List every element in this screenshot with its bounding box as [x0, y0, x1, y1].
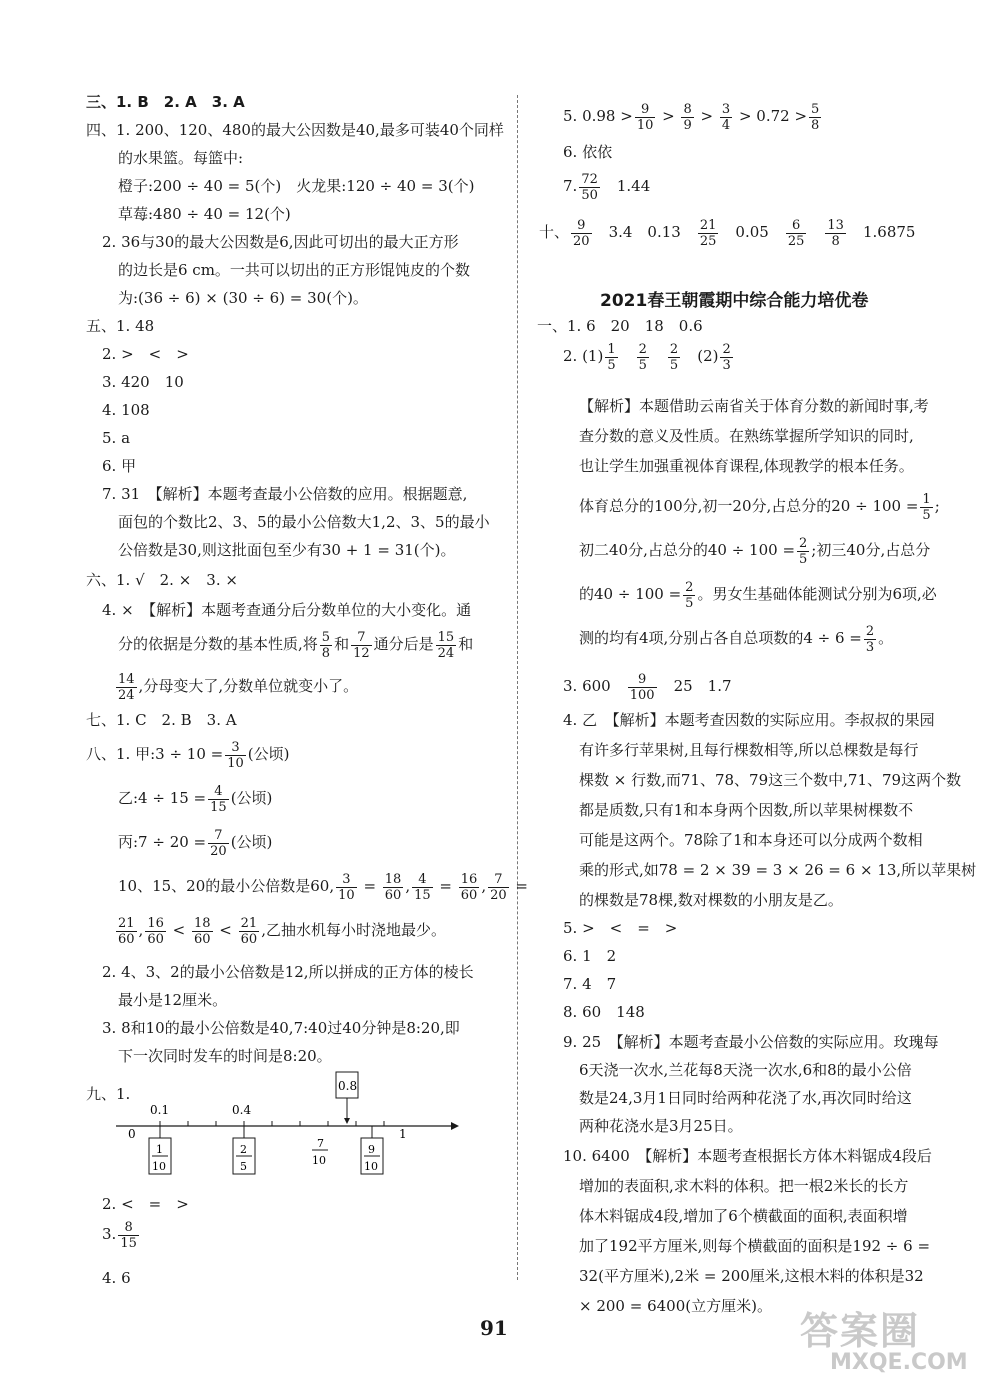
- section-5-q7-line2: 面包的个数比2、3、5的最小公倍数大1,2、3、5的最小: [118, 513, 490, 531]
- q2-analysis-2: 查分数的意义及性质。在熟练掌握所学知识的同时,: [579, 427, 914, 445]
- prev-q7: 7. $\frac{72}{50}$ 1.44: [563, 171, 651, 203]
- section-7: 七、1. C 2. B 3. A: [86, 711, 237, 729]
- q10-line6: × 200 = 6400(立方厘米)。: [579, 1297, 772, 1315]
- fraction-14-24: $\frac{14}{24}$: [118, 671, 135, 703]
- q4-line1: 4. 乙 【解析】本题考查因数的实际应用。李叔叔的果园: [563, 711, 935, 729]
- section-3: 三、1. B 2. A 3. A: [86, 93, 245, 111]
- section-5-q4: 4. 108: [102, 401, 150, 419]
- q5: 5. > < = >: [563, 919, 678, 937]
- number-line: [106, 1064, 466, 1184]
- q4-line4: 都是质数,只有1和本身两个因数,所以苹果树棵数不: [579, 801, 914, 819]
- section-4-q2-line2: 的边长是6 cm。一共可以切出的正方形馄饨皮的个数: [118, 261, 470, 279]
- section-8-q3-line2: 下一次同时发车的时间是8:20。: [118, 1047, 332, 1065]
- fraction-7-12: $\frac{7}{12}$: [353, 629, 370, 661]
- number-line-arrow: [451, 1122, 459, 1130]
- section-4-q1-line1: 四、1. 200、120、480的最大公因数是40,最多可装40个同样: [86, 121, 504, 139]
- section-4-q1-line4: 草莓:480 ÷ 40 = 12(个): [118, 205, 291, 223]
- section-8-q1-line4: 10、15、20的最小公倍数是60, $\frac{3}{10}$ = $\frac{18}{60}$ , $\frac{4}{15}$ = $\frac{16}{60}$ , $\frac{7}{20}$ =: [118, 871, 528, 903]
- fraction-15-24: $\frac{15}{24}$: [437, 629, 455, 661]
- fraction-8-15: $\frac{8}{15}$: [120, 1219, 137, 1251]
- section-5-q5: 5. a: [102, 429, 131, 447]
- label-one: 1: [399, 1127, 407, 1141]
- prev-q6: 6. 依依: [563, 143, 613, 161]
- svg-text:10: 10: [364, 1160, 378, 1173]
- q2-analysis-6: 的40 ÷ 100 = $\frac{2}{5}$ 。男女生基础体能测试分别为6项,必: [579, 579, 937, 611]
- q10-line5: 32(平方厘米),2米 = 200厘米,这根木料的体积是32: [579, 1267, 924, 1285]
- q6: 6. 1 2: [563, 947, 617, 965]
- svg-text:5: 5: [240, 1160, 247, 1173]
- fraction-5-8: $\frac{5}{8}$: [321, 629, 331, 661]
- label-7-10: 7: [317, 1137, 324, 1150]
- label-zero: 0: [128, 1127, 136, 1141]
- svg-text:10: 10: [152, 1160, 166, 1173]
- section-4-q2-line3: 为:(36 ÷ 6) × (30 ÷ 6) = 30(个)。: [118, 289, 368, 307]
- prev-section-10: 十、 $\frac{9}{20}$ 3.4 0.13 $\frac{21}{25}$ 0.05 $\frac{6}{25}$ $\frac{13}{8}$ 1.6875: [539, 217, 916, 249]
- q10-line1: 10. 6400 【解析】本题考查根据长方体木料锯成4段后: [563, 1147, 932, 1165]
- svg-text:1: 1: [156, 1143, 163, 1156]
- q2-line1: 2. (1) $\frac{1}{5}$ $\frac{2}{5}$ $\frac{2}{5}$ (2) $\frac{2}{3}$: [563, 341, 731, 373]
- fraction-4-15: $\frac{4}{15}$: [210, 783, 227, 815]
- fraction-3-10: $\frac{3}{10}$: [227, 739, 244, 771]
- section-9-q1: 九、1.: [86, 1085, 131, 1103]
- q9-line1: 9. 25 【解析】本题考查最小公倍数的实际应用。玫瑰每: [563, 1033, 939, 1051]
- q1: 一、1. 6 20 18 0.6: [537, 317, 703, 335]
- svg-text:9: 9: [368, 1143, 375, 1156]
- section-8-q1-line1: 八、1. 甲:3 ÷ 10 = $\frac{3}{10}$ (公顷): [86, 739, 290, 771]
- watermark-url: MXQE.COM: [830, 1350, 968, 1375]
- section-9-q4: 4. 6: [102, 1269, 131, 1287]
- prev-q5: 5. 0.98 > $\frac{9}{10}$ > $\frac{8}{9}$ > $\frac{3}{4}$ > 0.72 > $\frac{5}{8}$: [563, 101, 820, 133]
- section-8-q1-line5: $\frac{21}{60}$ , $\frac{16}{60}$ < $\frac{18}{60}$ < $\frac{21}{60}$ ,乙抽水机每小时浇地最少。: [118, 915, 446, 947]
- section-4-q1-line2: 的水果篮。每篮中:: [118, 149, 244, 167]
- q8: 8. 60 148: [563, 1003, 645, 1021]
- section-5-q7-line1: 7. 31 【解析】本题考查最小公倍数的应用。根据题意,: [102, 485, 468, 503]
- q2-analysis-1: 【解析】本题借助云南省关于体育分数的新闻时事,考: [579, 397, 929, 415]
- q9-line3: 数是24,3月1日同时给两种花浇了水,再次同时给这: [579, 1089, 912, 1107]
- section-6-q4-line2: 分的依据是分数的基本性质,将 $\frac{5}{8}$ 和 $\frac{7}{12}$ 通分后是 $\frac{15}{24}$ 和: [118, 629, 474, 661]
- section-9-q3: 3. $\frac{8}{15}$: [102, 1219, 137, 1251]
- q4-line2: 有许多行苹果树,且每行棵数相等,所以总棵数是每行: [579, 741, 919, 759]
- section-5-q2: 2. > < >: [102, 345, 189, 363]
- svg-text:10: 10: [312, 1154, 326, 1167]
- section-5-q3: 3. 420 10: [102, 373, 184, 391]
- section-6-q1: 六、1. √ 2. × 3. ×: [86, 571, 238, 589]
- section-8-q2-line2: 最小是12厘米。: [118, 991, 228, 1009]
- section-9-q2: 2. < = >: [102, 1195, 189, 1213]
- q4-line6: 乘的形式,如78 = 2 × 39 = 3 × 26 = 6 × 13,所以苹果树: [579, 861, 977, 879]
- watermark: 答案圈: [800, 1309, 921, 1353]
- label-0-1: 0.1: [150, 1103, 170, 1117]
- section-4-q1-line3: 橙子:200 ÷ 40 = 5(个) 火龙果:120 ÷ 40 = 3(个): [118, 177, 475, 195]
- section-5-q1: 五、1. 48: [86, 317, 155, 335]
- section-6-q4-line1: 4. × 【解析】本题考查通分后分数单位的大小变化。通: [102, 601, 472, 619]
- fraction-7-20: $\frac{7}{20}$: [210, 827, 227, 859]
- svg-text:0.8: 0.8: [338, 1079, 358, 1093]
- section-8-q1-line2: 乙:4 ÷ 15 = $\frac{4}{15}$ (公顷): [118, 783, 273, 815]
- column-divider: [517, 95, 518, 1280]
- q3: 3. 600 $\frac{9}{100}$ 25 1.7: [563, 671, 732, 703]
- q4-line5: 可能是这两个。78除了1和本身还可以分成两个数相: [579, 831, 923, 849]
- q9-line4: 两种花浇水是3月25日。: [579, 1117, 743, 1135]
- q4-line7: 的棵数是78棵,数对棵数的小朋友是乙。: [579, 891, 843, 909]
- section-4-q2-line1: 2. 36与30的最大公因数是6,因此可切出的最大正方形: [102, 233, 459, 251]
- q10-line2: 增加的表面积,求木料的体积。把一根2米长的长方: [579, 1177, 909, 1195]
- section-5-q6: 6. 甲: [102, 457, 137, 475]
- q2-analysis-5: 初二40分,占总分的40 ÷ 100 = $\frac{2}{5}$ ;初三40分,占总分: [579, 535, 931, 567]
- q2-analysis-7: 测的均有4项,分别占各自总项数的4 ÷ 6 = $\frac{2}{3}$ 。: [579, 623, 894, 655]
- section-5-q7-line3: 公倍数是30,则这批面包至少有30 + 1 = 31(个)。: [118, 541, 456, 559]
- section-6-q4-line3: $\frac{14}{24}$ ,分母变大了,分数单位就变小了。: [118, 671, 359, 703]
- svg-text:2: 2: [240, 1143, 247, 1156]
- q10-line3: 体木料锯成4段,增加了6个横截面的面积,表面积增: [579, 1207, 908, 1225]
- q9-line2: 6天浇一次水,兰花每8天浇一次水,6和8的最小公倍: [579, 1061, 912, 1079]
- q4-line3: 棵数 × 行数,而71、78、79这三个数中,71、79这两个数: [579, 771, 962, 789]
- q2-analysis-4: 体育总分的100分,初一20分,占总分的20 ÷ 100 = $\frac{1}{5}$ ;: [579, 491, 940, 523]
- q7: 7. 4 7: [563, 975, 617, 993]
- section-8-q3-line1: 3. 8和10的最小公倍数是40,7:40过40分钟是8:20,即: [102, 1019, 460, 1037]
- section-8-q2-line1: 2. 4、3、2的最小公倍数是12,所以拼成的正方体的棱长: [102, 963, 474, 981]
- page-number: 91: [480, 1316, 508, 1340]
- label-0-4: 0.4: [232, 1103, 252, 1117]
- section-8-q1-line3: 丙:7 ÷ 20 = $\frac{7}{20}$ (公顷): [118, 827, 273, 859]
- q10-line4: 加了192平方厘米,则每个横截面的面积是192 ÷ 6 =: [579, 1237, 931, 1255]
- q2-analysis-3: 也让学生加强重视体育课程,体现教学的根本任务。: [579, 457, 914, 475]
- section-title: 2021春王朝霞期中综合能力培优卷: [600, 291, 869, 311]
